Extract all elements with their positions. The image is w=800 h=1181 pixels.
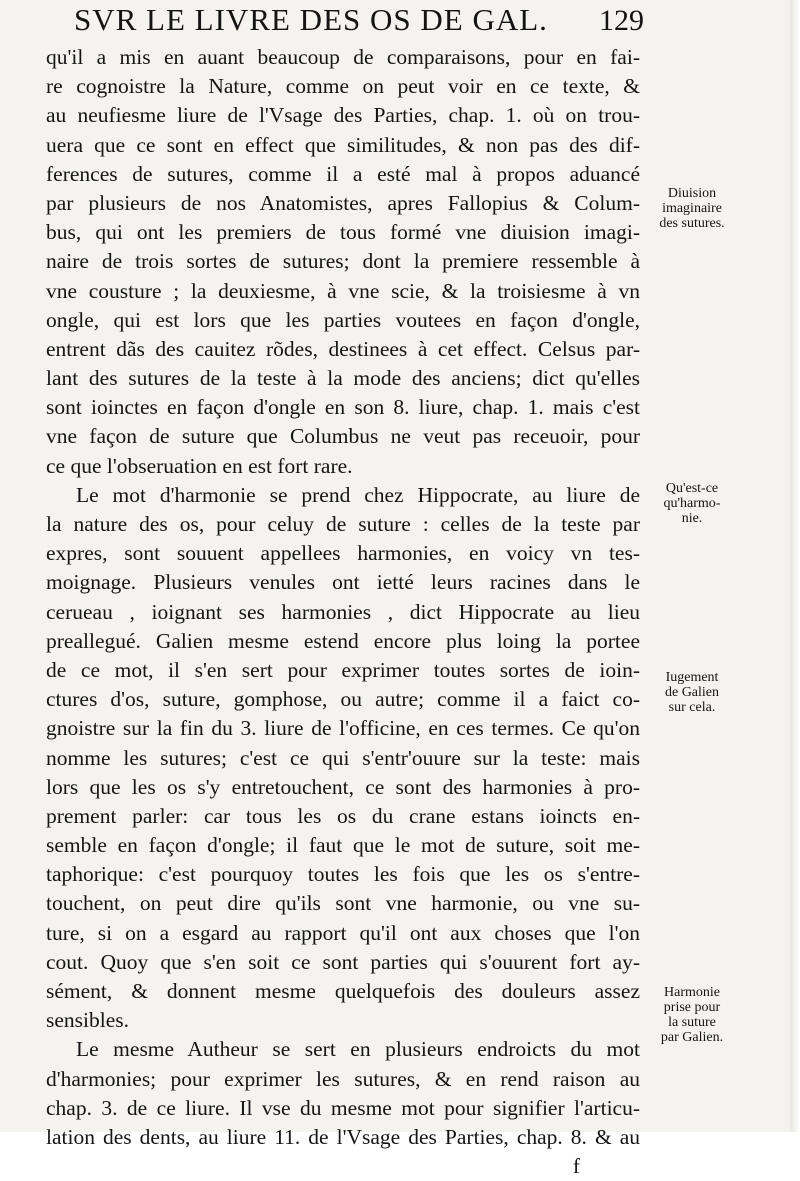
text-line: moignage. Plusieurs venules ont ietté leurs racines dans le <box>46 570 640 595</box>
margin-note-suture-galien <box>634 985 750 1045</box>
text-line: entrent dãs des cauitez rõdes, destinees à cet effect. Celsus par- <box>46 336 640 361</box>
page-edge <box>790 0 800 1132</box>
text-line: qu'il a mis en auant beaucoup de comparaisons, pour en fai- <box>46 45 640 69</box>
text-line: sont ioinctes en façon d'ongle en son 8. liure, chap. 1. mais c'est <box>46 395 640 420</box>
text-line: nomme les sutures; c'est ce qui s'entr'ouure sur la teste: mais <box>46 745 640 770</box>
text-line: semble en façon d'ongle; il faut que le mot de suture, soit me- <box>46 833 640 858</box>
text-line: prement parler: car tous les os du crane estans ioincts en- <box>46 803 640 828</box>
page-number: 129 <box>599 4 644 37</box>
text-line: d'harmonies; pour exprimer les sutures, & en rend raison au <box>46 1066 640 1091</box>
running-title: SVR LE LIVRE DES OS DE GAL. <box>74 2 548 37</box>
margin-note-line: de Galien <box>664 685 720 700</box>
text-line: la nature des os, pour celuy de suture : celles de la teste par <box>46 512 640 536</box>
text-line: lors que les os s'y entretouchent, ce sont des harmonies à pro- <box>46 774 640 799</box>
text-line: uera que ce sont en effect que similitudes, & non pas des dif- <box>46 132 640 157</box>
margin-note-line: Qu'est-ce <box>665 481 719 496</box>
margin-note-line: sur cela. <box>668 700 716 715</box>
text-line: re cognoistre la Nature, comme on peut voir en ce texte, & <box>46 74 640 99</box>
text-line: vne façon de suture que Columbus ne veut pas receuoir, pour <box>46 424 640 449</box>
body-text <box>46 43 640 1181</box>
text-line: sensibles. <box>46 1008 130 1033</box>
margin-note-line: des sutures. <box>659 216 725 231</box>
margin-note-harmonie <box>634 481 750 526</box>
text-line: par plusieurs de nos Anatomistes, apres Fallopius & Colum- <box>46 190 640 215</box>
text-line: Le mot d'harmonie se prend chez Hippocrate, au liure de <box>76 482 640 507</box>
catchword: f <box>572 1154 580 1179</box>
margin-note-line: qu'harmo- <box>663 496 721 511</box>
margin-note-line: nie. <box>681 511 703 526</box>
text-line: lant des sutures de la teste à la mode des anciens; dict qu'elles <box>46 366 640 391</box>
text-line: expres, sont souuent appellees harmonies, en voicy vn tes- <box>46 541 640 566</box>
text-line: touchent, on peut dire qu'ils sont vne harmonie, ou vne su- <box>46 891 640 916</box>
margin-note-line: la suture <box>668 1015 716 1030</box>
margin-note-line: Harmonie <box>664 985 720 1000</box>
text-line: bus, qui ont les premiers de tous formé vne diuision imagi- <box>46 220 640 245</box>
text-line: de ce mot, il s'en sert pour exprimer toutes sortes de ioin- <box>46 657 640 682</box>
text-line: vne cousture ; la deuxiesme, à vne scie, & la troisiesme à vn <box>46 278 640 303</box>
paragraph-1 <box>46 43 640 481</box>
margin-note-line: Iugement <box>665 670 719 685</box>
text-line: cerueau , ioignant ses harmonies , dict Hippocrate au lieu <box>46 599 640 624</box>
margin-note-line: par Galien. <box>660 1030 724 1045</box>
text-line: cout. Quoy que s'en soit ce sont parties qui s'ouurent fort ay- <box>46 949 640 974</box>
text-line: preallegué. Galien mesme estend encore plus loing la portee <box>46 628 640 653</box>
margin-note-iugement <box>634 670 750 715</box>
text-line: Le mesme Autheur se sert en plusieurs endroicts du mot <box>76 1037 640 1062</box>
paragraph-2 <box>46 481 640 1036</box>
running-head <box>60 2 644 42</box>
text-line: au neufiesme liure de l'Vsage des Parties, chap. 1. où on trou- <box>46 103 640 128</box>
margin-note-diuision <box>634 186 750 231</box>
text-line: ctures d'os, suture, gomphose, ou autre; comme il a faict co- <box>46 687 640 712</box>
text-line: lation des dents, au liure 11. de l'Vsage des Parties, chap. 8. & au <box>46 1124 640 1149</box>
margin-note-line: prise pour <box>663 1000 721 1015</box>
paragraph-3 <box>46 1035 640 1181</box>
text-line: ture, si on a esgard au rapport qu'il ont aux choses que l'on <box>46 920 640 945</box>
text-line: naire de trois sortes de sutures; dont la premiere ressemble à <box>46 249 640 274</box>
margin-note-line: imaginaire <box>662 201 722 216</box>
text-line: chap. 3. de ce liure. Il vse du mesme mot pour signifier l'articu- <box>46 1095 640 1120</box>
text-line: ongle, qui est lors que les parties voutees en façon d'ongle, <box>46 307 640 332</box>
text-line: gnoistre sur la fin du 3. liure de l'officine, en ces termes. Ce qu'on <box>46 716 640 741</box>
text-line: ferences de sutures, comme il a esté mal à propos aduancé <box>46 161 640 186</box>
text-line: ce que l'obseruation en est fort rare. <box>46 453 353 478</box>
text-line: sément, & donnent mesme quelquefois des douleurs assez <box>46 979 640 1003</box>
margin-note-line: Diuision <box>667 186 717 201</box>
text-line: taphorique: c'est pourquoy toutes les fois que les os s'entre- <box>46 862 640 887</box>
